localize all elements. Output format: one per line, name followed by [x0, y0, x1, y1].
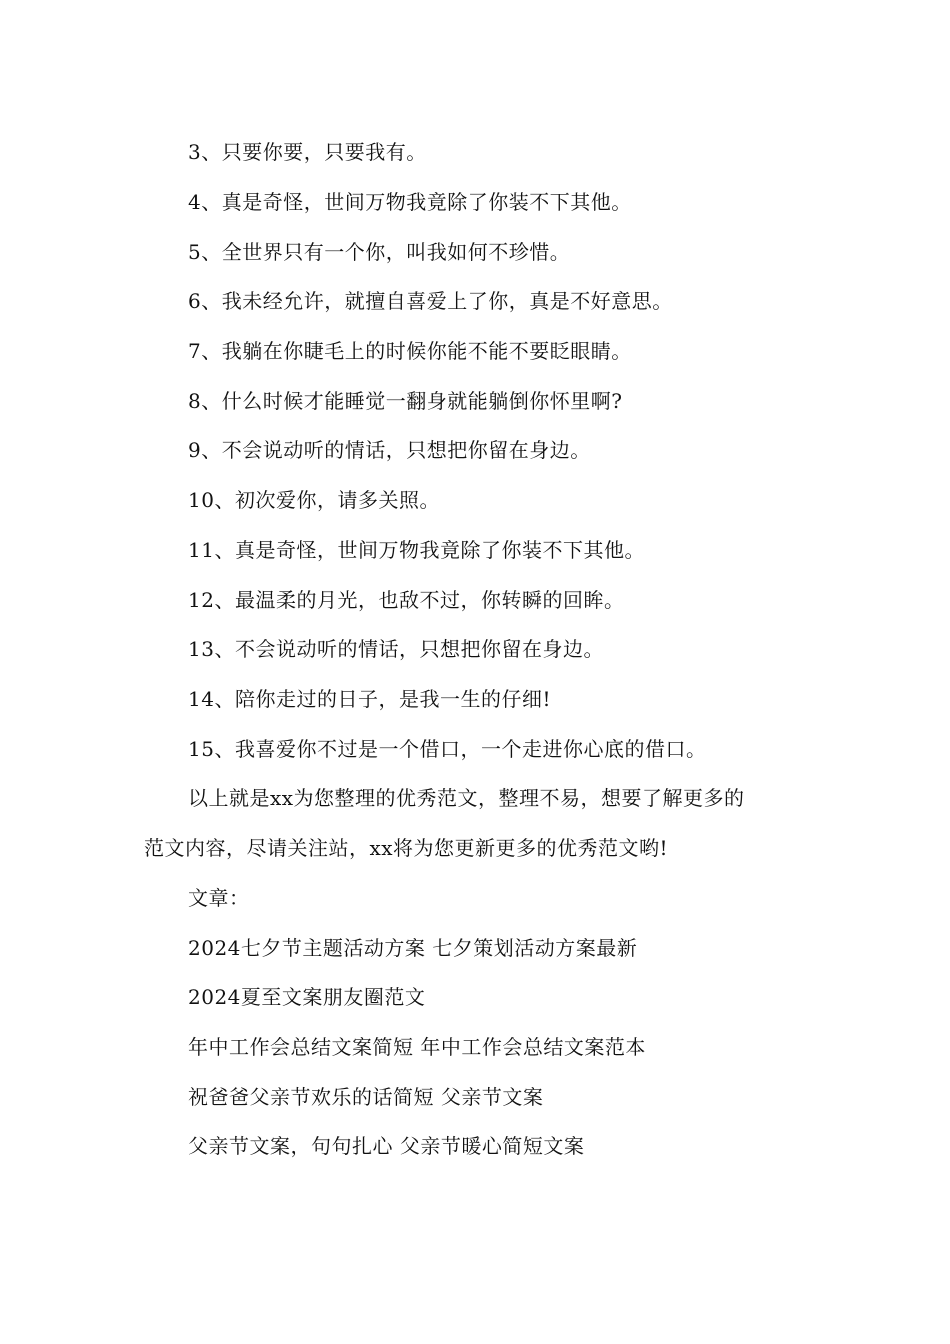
list-item: 15、我喜爱你不过是一个借口，一个走进你心底的借口。	[188, 737, 707, 761]
closing-paragraph-line-2: 范文内容，尽请关注站，xx将为您更新更多的优秀范文哟!	[144, 836, 669, 860]
related-link[interactable]: 2024七夕节主题活动方案 七夕策划活动方案最新	[188, 936, 638, 960]
list-item: 5、全世界只有一个你，叫我如何不珍惜。	[188, 240, 571, 264]
related-link[interactable]: 2024夏至文案朋友圈范文	[188, 985, 426, 1009]
list-item: 9、不会说动听的情话，只想把你留在身边。	[188, 438, 591, 462]
closing-paragraph-line-1: 以上就是xx为您整理的优秀范文，整理不易，想要了解更多的	[188, 786, 745, 810]
list-item: 10、初次爱你，请多关照。	[188, 488, 440, 512]
related-link[interactable]: 父亲节文案，句句扎心 父亲节暖心简短文案	[188, 1134, 585, 1158]
list-item: 12、最温柔的月光，也敌不过，你转瞬的回眸。	[188, 588, 625, 612]
list-item: 6、我未经允许，就擅自喜爱上了你，真是不好意思。	[188, 289, 673, 313]
related-link[interactable]: 祝爸爸父亲节欢乐的话简短 父亲节文案	[188, 1085, 544, 1109]
list-item: 7、我躺在你睫毛上的时候你能不能不要眨眼睛。	[188, 339, 632, 363]
list-item: 11、真是奇怪，世间万物我竟除了你装不下其他。	[188, 538, 645, 562]
list-item: 13、不会说动听的情话，只想把你留在身边。	[188, 637, 604, 661]
list-item: 4、真是奇怪，世间万物我竟除了你装不下其他。	[188, 190, 632, 214]
related-link[interactable]: 年中工作会总结文案简短 年中工作会总结文案范本	[188, 1035, 646, 1059]
list-item: 14、陪你走过的日子，是我一生的仔细!	[188, 687, 551, 711]
list-item: 3、只要你要，只要我有。	[188, 140, 427, 164]
related-heading: 文章：	[188, 886, 250, 910]
list-item: 8、什么时候才能睡觉一翻身就能躺倒你怀里啊?	[188, 389, 623, 413]
